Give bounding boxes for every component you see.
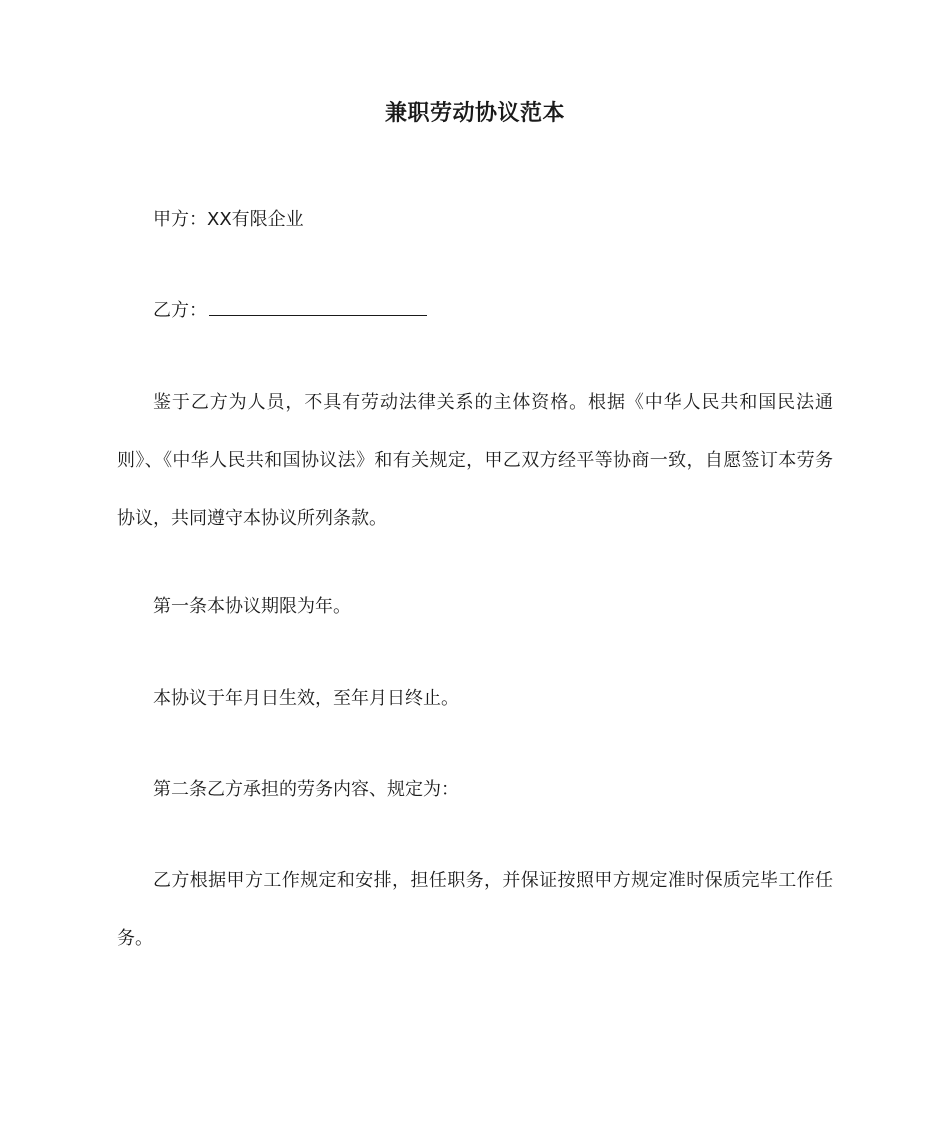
duties-paragraph: 乙方根据甲方工作规定和安排，担任职务，并保证按照甲方规定准时保质完毕工作任务。	[117, 870, 833, 949]
effective-period-paragraph: 本协议于年月日生效，至年月日终止。	[153, 688, 459, 709]
article-2-paragraph: 第二条乙方承担的劳务内容、规定为：	[153, 779, 459, 800]
document-title: 兼职劳动协议范本	[384, 101, 565, 126]
party-b-blank	[209, 301, 427, 316]
party-b-label: 乙方：	[153, 300, 207, 321]
preamble-paragraph: 鉴于乙方为人员，不具有劳动法律关系的主体资格。根据《中华人民共和国民法通则》、《中华人民共和国协议法》和有关规定，甲乙双方经平等协商一致，自愿签订本劳务协议，共同遵守本协议所列条款。	[117, 392, 833, 529]
party-b-line	[117, 282, 833, 340]
party-a-line: 甲方：XX有限企业	[153, 209, 304, 230]
article-1-paragraph: 第一条本协议期限为年。	[153, 596, 351, 617]
